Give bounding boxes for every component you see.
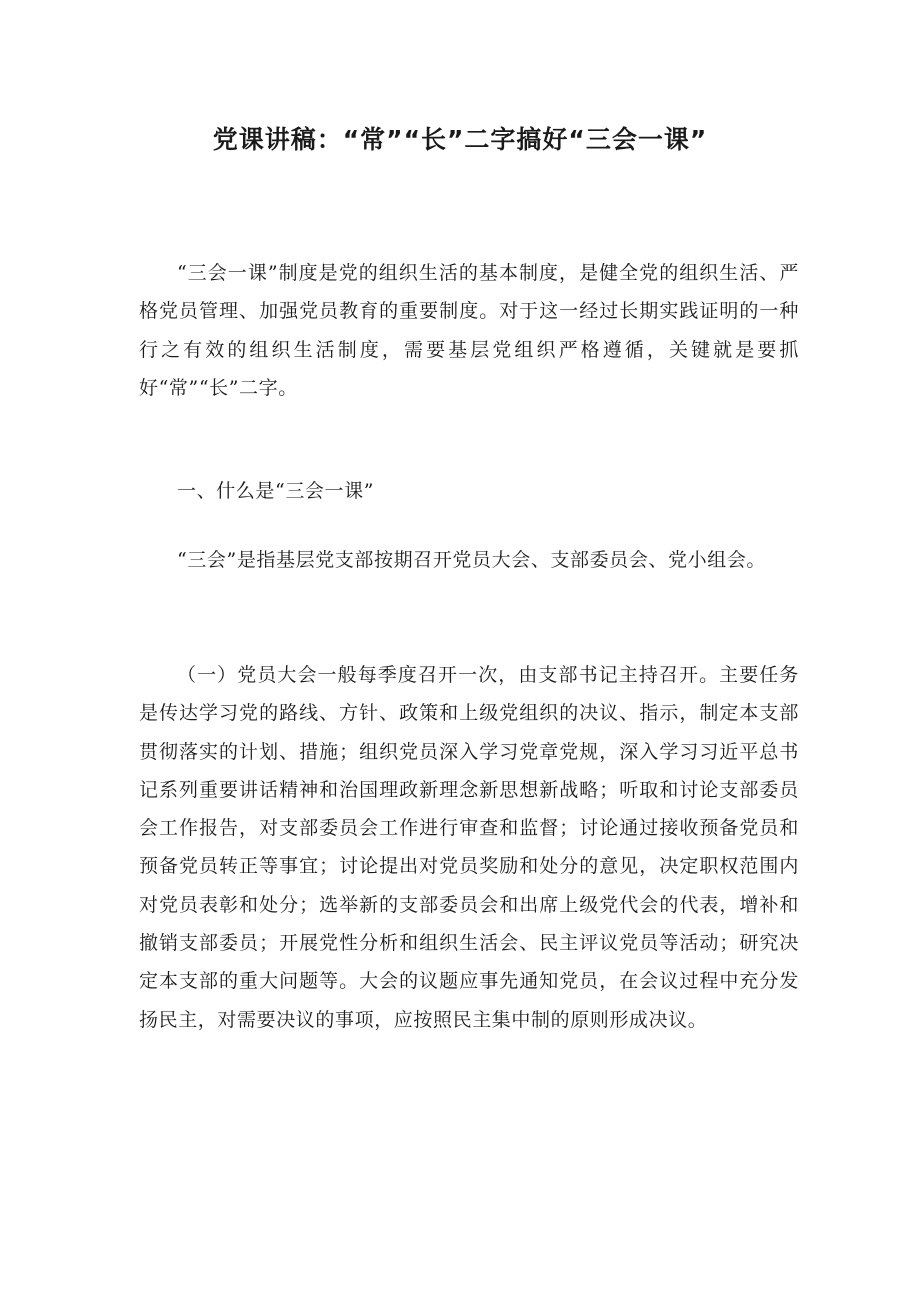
party-congress-paragraph: （一）党员大会一般每季度召开一次，由支部书记主持召开。主要任务是传达学习党的路线、方针、政策和上级党组织的决议、指示，制定本支部贯彻落实的计划、措施；组织党员深入学习党章党规，深入学习习近平总书记系列重要讲话精神和治国理政新理念新思想新战略；听取和讨论支部委员会工作报告，对支部委员会工作进行审查和监督；讨论通过接收预备党员和预备党员转正等事宜；讨论提出对党员奖励和处分的意见，决定职权范围内对党员表彰和处分；选举新的支部委员会和出席上级党代会的代表，增补和撤销支部委员；开展党性分析和组织生活会、民主评议党员等活动；研究决定本支部的重大问题等。大会的议题应事先通知党员，在会议过程中充分发扬民主，对需要决议的事项，应按照民主集中制的原则形成决议。 [139,664,799,1031]
document-title: 党课讲稿：“常”“长”二字搞好“三会一课” [212,125,708,154]
section-heading-1: 一、什么是“三会一课” [177,480,375,502]
intro-paragraph: “三会一课”制度是党的组织生活的基本制度，是健全党的组织生活、严格党员管理、加强党员教育的重要制度。对于这一经过长期实践证明的一种行之有效的组织生活制度，需要基层党组织严格遵循，关键就是要抓好“常”“长”二字。 [139,262,799,399]
sanhui-definition-paragraph: “三会”是指基层党支部按期召开党员大会、支部委员会、党小组会。 [177,549,767,571]
